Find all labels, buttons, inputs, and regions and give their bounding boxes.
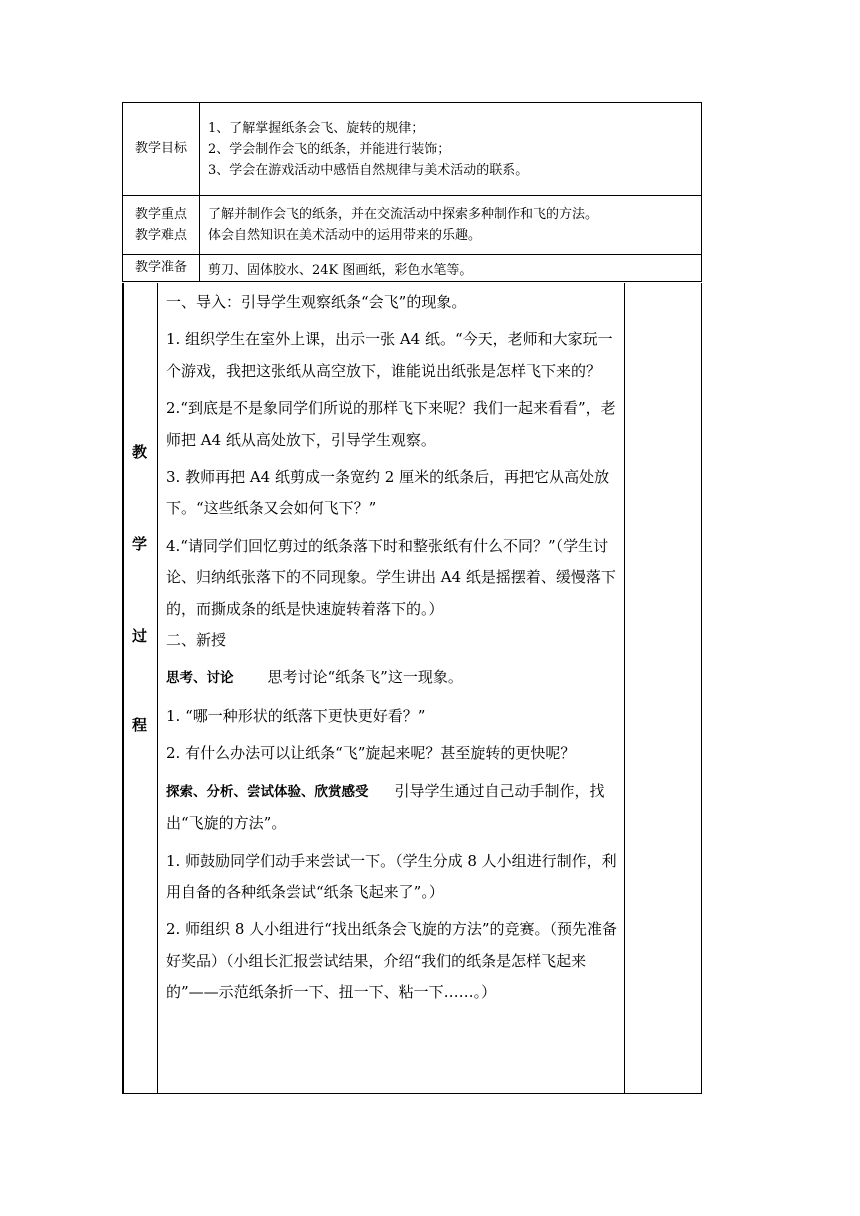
teaching-process-table bbox=[122, 283, 702, 1094]
explore-heading: 探索、分析、尝试体验、欣赏感受 bbox=[166, 783, 369, 800]
key-difficulty-row bbox=[123, 196, 702, 255]
paragraph: 3. 教师再把 A4 纸剪成一条宽约 2 厘米的纸条后，再把它从高处放下。“这些纸条又会如何飞下？” bbox=[166, 468, 610, 518]
table-border bbox=[624, 283, 625, 1094]
key-difficulty-label bbox=[123, 196, 200, 255]
difficulty-label: 教学难点 bbox=[134, 228, 187, 243]
section-heading: 二、新授 bbox=[166, 631, 227, 650]
goals-label: 教学目标 bbox=[123, 103, 200, 196]
table-border bbox=[701, 283, 702, 1094]
prep-row bbox=[123, 255, 702, 282]
goal-item: 3、学会在游戏活动中感悟自然规律与美术活动的联系。 bbox=[208, 162, 529, 178]
process-label-char: 过 bbox=[131, 627, 147, 645]
paragraph: 4.“请同学们回忆剪过的纸条落下时和整张纸有什么不同？”（学生讨论、归纳纸张落下的不同现象。学生讲出 A4 纸是摇摆着、缓慢落下的，而撕成条的纸是快速旋转着落下的。） bbox=[166, 536, 616, 618]
table-border bbox=[122, 1093, 702, 1094]
process-label-char: 学 bbox=[131, 535, 147, 553]
key-difficulty-content bbox=[200, 196, 702, 255]
table-border bbox=[157, 283, 158, 1094]
lesson-info-table bbox=[122, 102, 702, 282]
process-label-char: 程 bbox=[131, 716, 147, 734]
key-text: 了解并制作会飞的纸条，并在交流活动中探索多种制作和飞的方法。 bbox=[208, 207, 599, 222]
explore-text: 引导学生通过自己动手制作，找出“飞旋的方法”。 bbox=[166, 781, 605, 833]
key-label: 教学重点 bbox=[134, 207, 187, 222]
think-text: 思考讨论“纸条飞”这一现象。 bbox=[267, 668, 463, 687]
explore-paragraph bbox=[166, 776, 618, 840]
paragraph: 1. “哪一种形状的纸落下更快更好看？” bbox=[166, 706, 426, 725]
paragraph: 1. 师鼓励同学们动手来尝试一下。（学生分成 8 人小组进行制作，利用自备的各种纸条尝试“纸条飞起来了”。） bbox=[166, 851, 617, 901]
paragraph: 2. 师组织 8 人小组进行“找出纸条会飞旋的方法”的竞赛。（预先准备好奖品）（小组长汇报尝试结果，介绍“我们的纸条是怎样飞起来的”——示范纸条折一下、扭一下、粘一下……。） bbox=[166, 920, 617, 1002]
goals-content bbox=[200, 103, 702, 196]
process-label-char: 教 bbox=[131, 443, 147, 461]
prep-text: 剪刀、固体胶水、24K 图画纸，彩色水笔等。 bbox=[200, 255, 702, 282]
paragraph: 2.“到底是不是象同学们所说的那样飞下来呢？我们一起来看看”，老师把 A4 纸从高处放下，引导学生观察。 bbox=[166, 399, 616, 449]
process-content bbox=[166, 287, 618, 1009]
goal-item: 2、学会制作会飞的纸条，并能进行装饰； bbox=[208, 141, 451, 157]
table-border bbox=[122, 283, 124, 1094]
goals-row bbox=[123, 103, 702, 196]
goal-item: 1、了解掌握纸条会飞、旋转的规律； bbox=[208, 120, 425, 136]
paragraph: 1. 组织学生在室外上课，出示一张 A4 纸。“今天，老师和大家玩一个游戏，我把这张纸从高空放下，谁能说出纸张是怎样飞下来的？ bbox=[166, 330, 613, 380]
difficulty-text: 体会自然知识在美术活动中的运用带来的乐趣。 bbox=[208, 228, 482, 243]
prep-label: 教学准备 bbox=[123, 255, 200, 282]
think-heading: 思考、讨论 bbox=[166, 670, 234, 687]
paragraph: 2. 有什么办法可以让纸条“飞”旋起来呢？甚至旋转的更快呢？ bbox=[166, 744, 576, 763]
section-heading: 一、导入：引导学生观察纸条“会飞”的现象。 bbox=[166, 293, 467, 311]
think-paragraph bbox=[166, 662, 618, 694]
